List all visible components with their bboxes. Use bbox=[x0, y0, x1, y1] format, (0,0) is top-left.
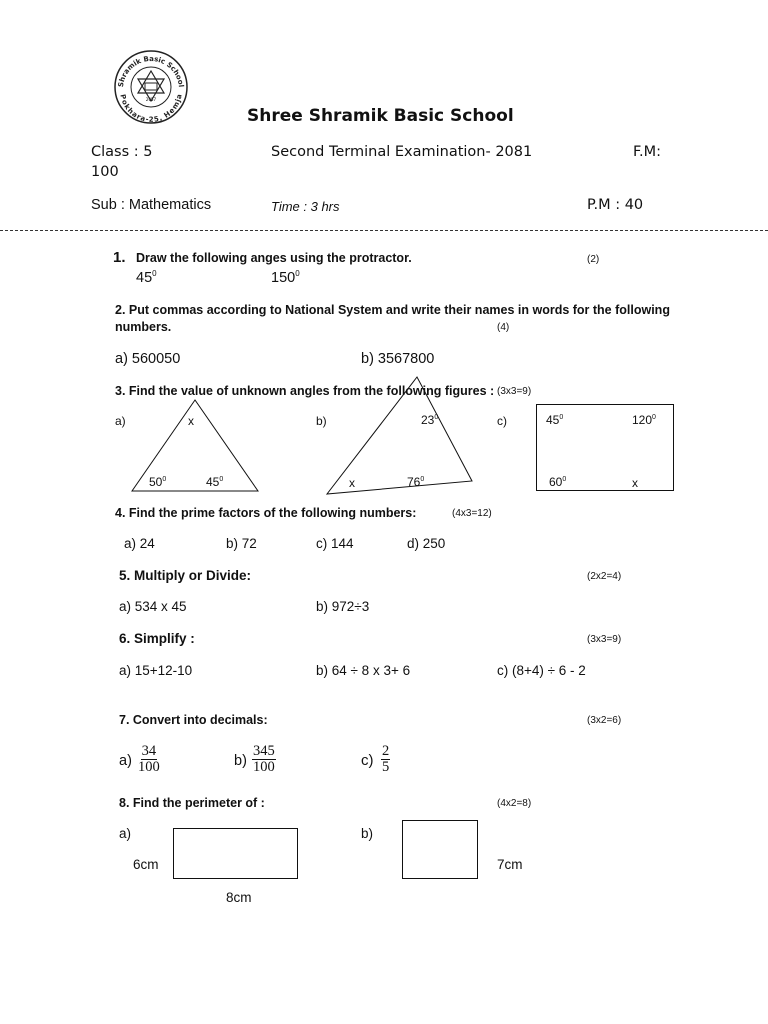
q3-fig-b-top: $23^0$ bbox=[421, 413, 439, 427]
q3-fig-b-left: x bbox=[349, 476, 355, 490]
q8-text: 8. Find the perimeter of : bbox=[119, 796, 265, 810]
q2-text-line1: 2. Put commas according to National System and write their names in words for the following bbox=[115, 303, 670, 317]
q8-a-bottom: 8cm bbox=[226, 890, 252, 905]
q3-fig-c-bl: $60^0$ bbox=[549, 475, 567, 489]
q2-marks: (4) bbox=[497, 322, 510, 333]
q5-b: b) 972÷3 bbox=[316, 599, 370, 614]
q3-fig-c-tl: $45^0$ bbox=[546, 413, 564, 427]
q3-fig-a-top: x bbox=[188, 414, 194, 428]
q6-c: c) (8+4) ÷ 6 - 2 bbox=[497, 663, 586, 678]
q3-fig-b-right: $76^0$ bbox=[407, 475, 425, 489]
logo-year: 2057 bbox=[145, 97, 157, 102]
q2-answer-b: b) 3567800 bbox=[361, 351, 435, 367]
q7-a-denominator: 100 bbox=[138, 759, 160, 775]
q3-fig-a-right: $45^0$ bbox=[206, 475, 224, 489]
q7-a-numerator: 34 bbox=[141, 743, 157, 759]
q6-b: b) 64 ÷ 8 x 3+ 6 bbox=[316, 663, 411, 678]
full-marks-value: 100 bbox=[91, 164, 119, 180]
subject-label: Sub : Mathematics bbox=[91, 197, 212, 213]
q1-text: Draw the following anges using the protractor. bbox=[136, 251, 412, 265]
logo-top-text: Shramik Basic School bbox=[117, 54, 185, 88]
q8-marks: (4x2=8) bbox=[497, 798, 532, 809]
full-marks-label: F.M: bbox=[633, 144, 662, 160]
q7-a-label: a) bbox=[119, 753, 132, 769]
exam-title: Second Terminal Examination- 2081 bbox=[271, 144, 533, 160]
rectangle-q8-a bbox=[173, 828, 298, 879]
q7-c-fraction bbox=[381, 744, 390, 775]
logo-bottom-text: Pokhara-25, Hemja bbox=[118, 93, 184, 124]
q5-a: a) 534 x 45 bbox=[119, 599, 187, 614]
q8-b-label: b) bbox=[361, 826, 374, 841]
square-q8-b bbox=[402, 820, 478, 879]
q8-a-label: a) bbox=[119, 826, 132, 841]
q7-b-fraction bbox=[252, 744, 276, 775]
q6-text: 6. Simplify : bbox=[119, 631, 195, 646]
pass-marks: P.M : 40 bbox=[587, 197, 644, 213]
q5-text: 5. Multiply or Divide: bbox=[119, 568, 252, 583]
q6-marks: (3x3=9) bbox=[587, 634, 622, 645]
q4-text: 4. Find the prime factors of the following numbers: bbox=[115, 506, 417, 520]
q6-a: a) 15+12-10 bbox=[119, 663, 193, 678]
q7-c-label: c) bbox=[361, 752, 374, 769]
q4-item-a: a) 24 bbox=[124, 536, 155, 551]
school-name: Shree Shramik Basic School bbox=[247, 106, 514, 126]
q5-marks: (2x2=4) bbox=[587, 571, 622, 582]
q7-text: 7. Convert into decimals: bbox=[119, 713, 268, 727]
q3-marks: (3x3=9) bbox=[497, 386, 532, 397]
q1-angle-b: $150^0$ bbox=[271, 269, 300, 286]
q2-answer-a: a) 560050 bbox=[115, 351, 181, 367]
q4-marks: (4x3=12) bbox=[452, 508, 492, 519]
q3-fig-c-label: c) bbox=[497, 414, 507, 428]
q7-marks: (3x2=6) bbox=[587, 715, 622, 726]
q3-fig-a-label: a) bbox=[115, 414, 126, 428]
q8-a-side: 6cm bbox=[133, 857, 159, 872]
q2-text-line2: numbers. bbox=[115, 320, 172, 334]
q7-c-numerator: 2 bbox=[382, 743, 390, 759]
q4-item-c: c) 144 bbox=[316, 536, 354, 551]
q7-b-numerator: 345 bbox=[253, 743, 275, 759]
q7-c-denominator: 5 bbox=[382, 759, 390, 775]
q3-fig-a-left: $50^0$ bbox=[149, 475, 167, 489]
q4-item-d: d) 250 bbox=[407, 536, 446, 551]
q7-a-fraction bbox=[137, 744, 161, 775]
time-label: Time : 3 hrs bbox=[271, 199, 340, 214]
q1-marks: (2) bbox=[587, 254, 600, 265]
q7-b-denominator: 100 bbox=[253, 759, 275, 775]
q3-text: 3. Find the value of unknown angles from the following figures : bbox=[115, 384, 495, 398]
q8-b-side: 7cm bbox=[497, 857, 523, 872]
q1-angle-a: $45^0$ bbox=[136, 269, 157, 286]
q1-number: 1. bbox=[113, 249, 126, 266]
q3-fig-c-tr: $120^0$ bbox=[632, 413, 656, 427]
q3-fig-c-br: x bbox=[632, 476, 638, 490]
q4-item-b: b) 72 bbox=[226, 536, 257, 551]
q3-fig-b-label: b) bbox=[316, 414, 327, 428]
q7-b-label: b) bbox=[234, 753, 247, 769]
class-label: Class : 5 bbox=[91, 144, 153, 160]
